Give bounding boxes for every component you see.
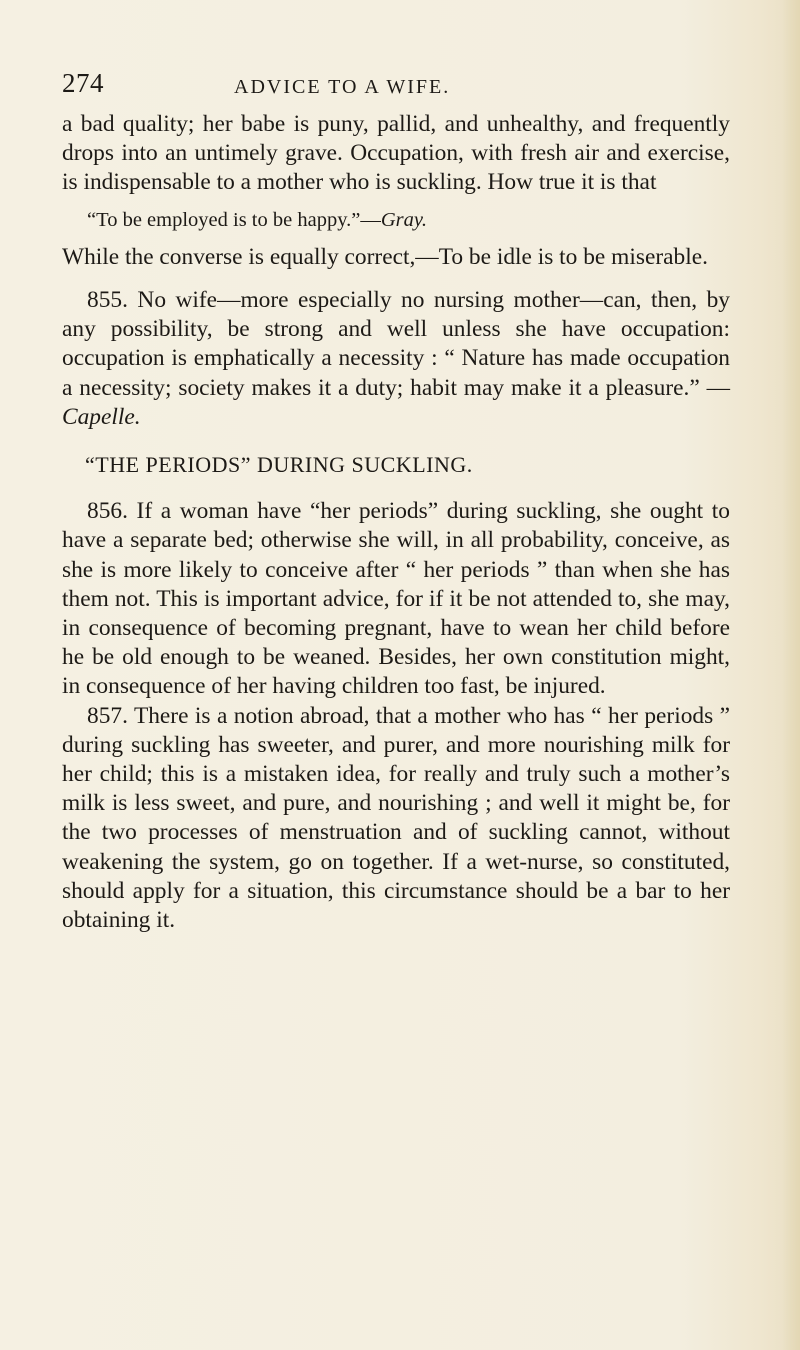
paragraph-857: 857. There is a notion abroad, that a mother who has “ her periods ” during suckling has sweeter, and purer, and more nourishing milk for her child; this is a mistaken idea, for really and truly such a mother’s milk is less sweet, and pure, and nourishing ; and well it might be, for the two processes of menstruation and of suckling cannot, without weakening the system, go on together. If a wet-nurse, so constituted, should apply for a situation, this circumstance should be a bar to her obtaining it.	[62, 702, 730, 934]
running-head: ADVICE TO A WIFE.	[234, 76, 451, 98]
page-number: 274	[62, 68, 104, 98]
paragraph-855-text: 855. No wife—more especially no nursing mother—can, then, by any possibility, be strong and well unless she have occupation: occupation is emphatically a necessity : “ Nature has made occupation a necessity; society makes it a duty; habit may make it a pleasure.” —	[62, 287, 730, 401]
body-text	[62, 110, 730, 935]
paragraph-855	[62, 286, 730, 432]
quotation-attribution: Gray.	[380, 208, 427, 231]
paragraph-continued: a bad quality; her babe is puny, pallid, and unhealthy, and frequently drops into an untimely grave. Occupation, with fresh air and exercise, is indispensable to a mother who is suckling. How true it is that	[62, 111, 730, 196]
paragraph-856: 856. If a woman have “her periods” during suckling, she ought to have a separate bed; otherwise she will, in all probability, conceive, as she is more likely to conceive after “ her periods ” than when she has them not. This is important advice, for if it be not attended to, she may, in consequence of becoming pregnant, have to wean her child before he be old enough to be weaned. Besides, her own constitution might, in consequence of her having children too fast, be injured.	[62, 498, 730, 700]
page-edge-shadow	[782, 0, 800, 1350]
paragraph-855-attribution: Capelle.	[62, 403, 141, 430]
paragraph-converse: While the converse is equally correct,—To be idle is to be miserable.	[62, 243, 708, 270]
quotation	[62, 206, 730, 235]
quotation-text: “To be employed is to be happy.”—	[87, 208, 381, 231]
paragraph-spacer	[62, 272, 730, 286]
section-heading: “THE PERIODS” DURING SUCKLING.	[85, 452, 473, 478]
